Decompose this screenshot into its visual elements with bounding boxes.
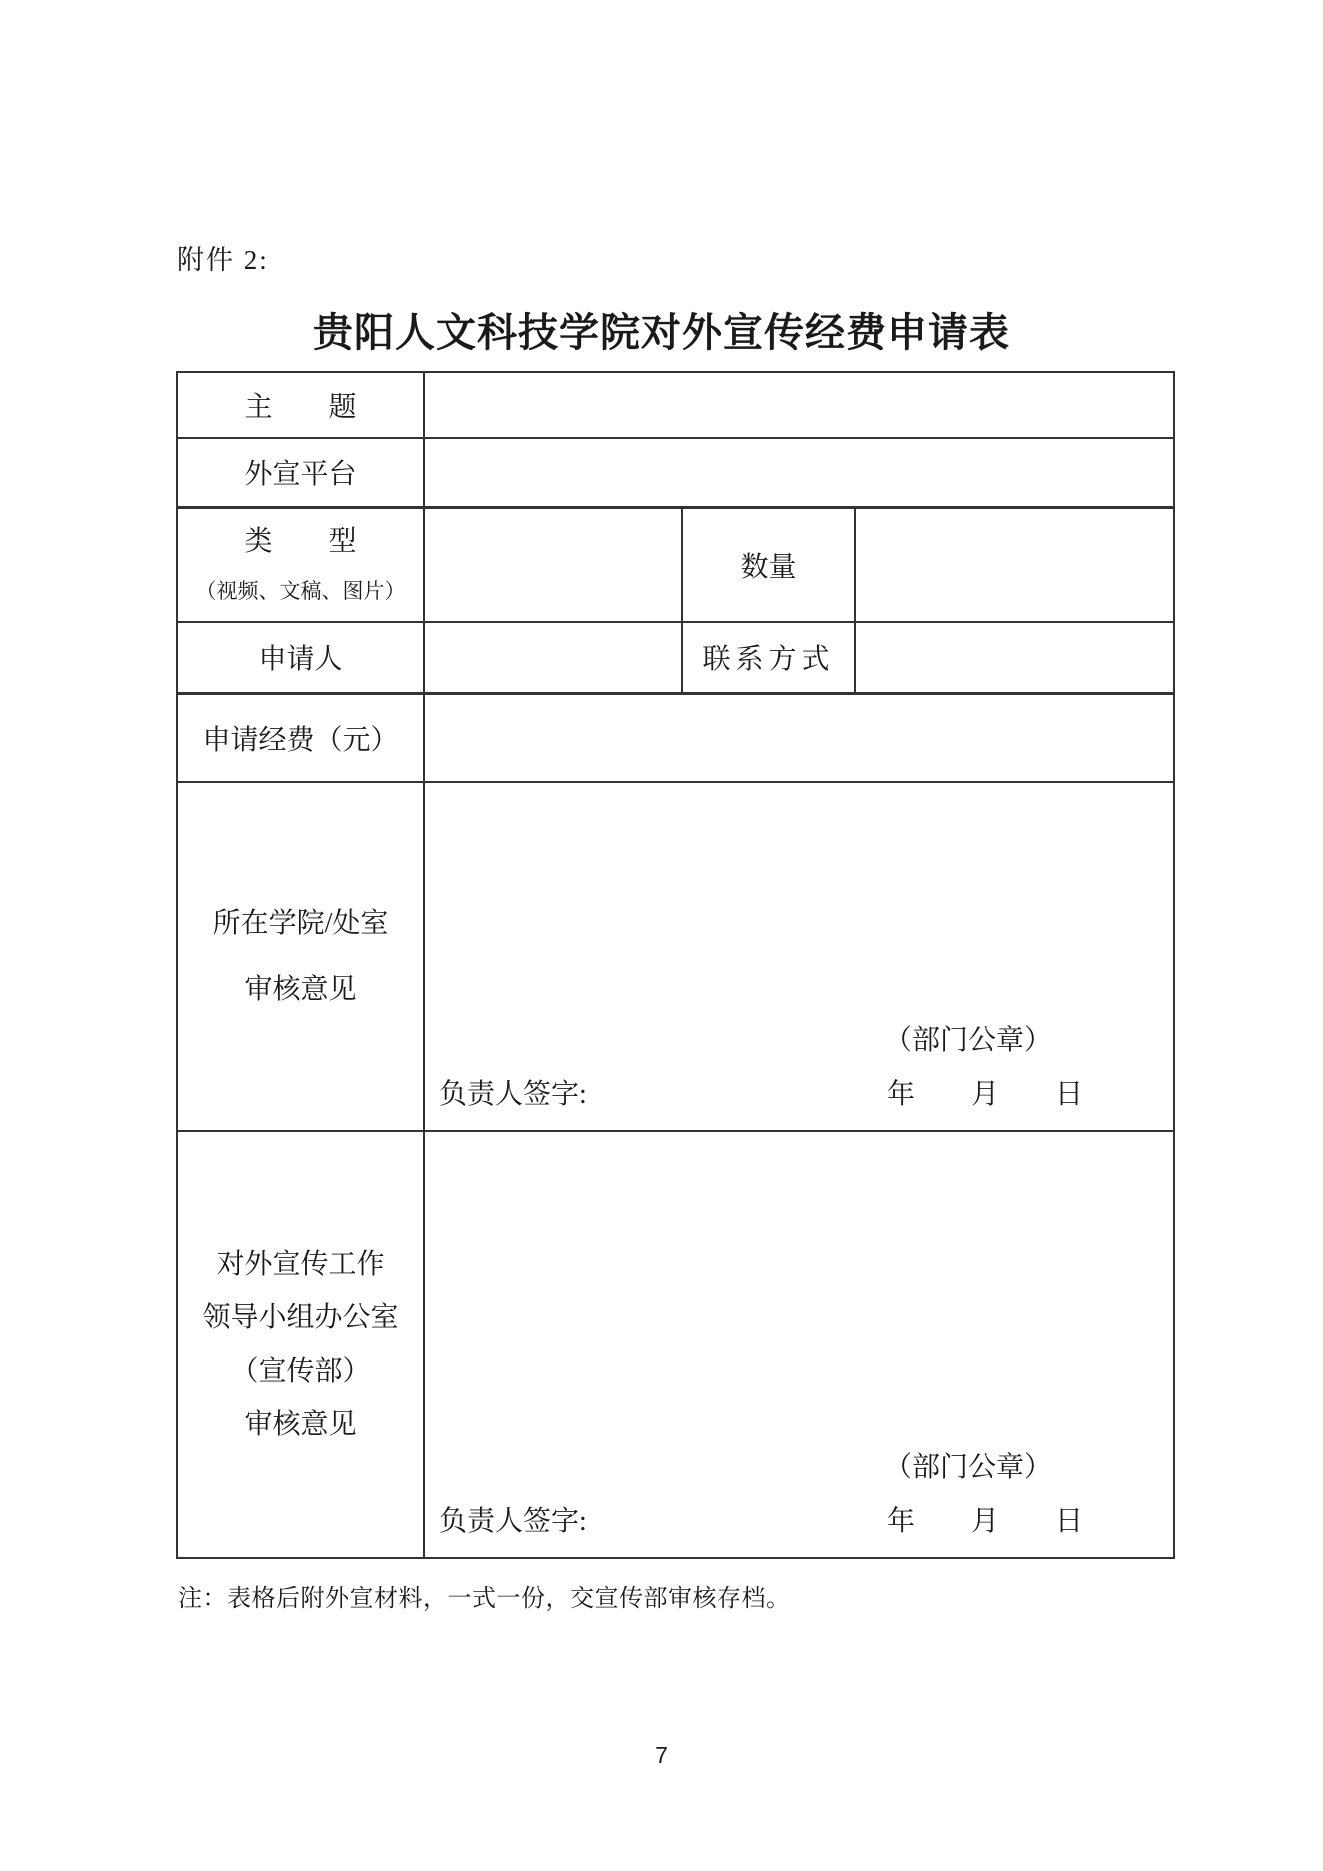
date-line bbox=[887, 1072, 1083, 1112]
office-review-label-line3: （宣传部） bbox=[230, 1355, 371, 1387]
subject-value-cell[interactable] bbox=[424, 372, 1174, 438]
quantity-label: 数量 bbox=[682, 507, 855, 622]
signature-label: 负责人签字: bbox=[439, 1506, 587, 1537]
funds-row bbox=[177, 693, 1174, 782]
month-label: 月 bbox=[971, 1079, 1000, 1110]
office-review-label-line1: 对外宣传工作 bbox=[216, 1249, 385, 1281]
type-label: 类 型 bbox=[244, 525, 357, 557]
funds-value-cell[interactable] bbox=[424, 693, 1174, 782]
platform-label: 外宣平台 bbox=[177, 438, 424, 507]
application-table bbox=[176, 371, 1175, 1559]
type-label-cell bbox=[177, 507, 424, 622]
subject-label: 主 题 bbox=[177, 372, 424, 438]
platform-row bbox=[177, 438, 1174, 507]
type-row bbox=[177, 507, 1174, 622]
applicant-label: 申请人 bbox=[177, 622, 424, 693]
college-review-label-line1: 所在学院/处室 bbox=[212, 907, 389, 939]
type-value-cell[interactable] bbox=[424, 507, 682, 622]
college-review-cell[interactable] bbox=[424, 782, 1174, 1131]
page-number: 7 bbox=[655, 1742, 668, 1768]
office-review-row bbox=[177, 1131, 1174, 1558]
year-label: 年 bbox=[886, 1079, 915, 1110]
type-sublabel: （视频、文稿、图片） bbox=[195, 578, 406, 603]
quantity-value-cell[interactable] bbox=[855, 507, 1174, 622]
contact-label: 联系方式 bbox=[682, 622, 855, 693]
platform-value-cell[interactable] bbox=[424, 438, 1174, 507]
month-label: 月 bbox=[971, 1506, 1000, 1537]
signature-label: 负责人签字: bbox=[439, 1079, 587, 1110]
year-label: 年 bbox=[886, 1506, 915, 1537]
funds-label: 申请经费（元） bbox=[177, 693, 424, 782]
college-review-label-line2: 审核意见 bbox=[244, 973, 357, 1005]
applicant-row bbox=[177, 622, 1174, 693]
department-stamp-label: （部门公章） bbox=[884, 1025, 1053, 1056]
contact-value-cell[interactable] bbox=[855, 622, 1174, 693]
office-review-cell[interactable] bbox=[424, 1131, 1174, 1558]
day-label: 日 bbox=[1055, 1506, 1084, 1537]
day-label: 日 bbox=[1055, 1079, 1084, 1110]
date-line bbox=[887, 1499, 1083, 1539]
department-stamp-label: （部门公章） bbox=[884, 1452, 1053, 1483]
office-review-label-line2: 领导小组办公室 bbox=[202, 1302, 399, 1334]
applicant-value-cell[interactable] bbox=[424, 622, 682, 693]
office-review-label-line4: 审核意见 bbox=[244, 1408, 357, 1440]
subject-row bbox=[177, 372, 1174, 438]
page-title: 贵阳人文科技学院对外宣传经费申请表 bbox=[313, 310, 1010, 355]
office-review-label bbox=[177, 1131, 424, 1558]
college-review-row bbox=[177, 782, 1174, 1131]
footnote: 注：表格后附外宣材料，一式一份，交宣传部审核存档。 bbox=[178, 1586, 791, 1612]
attachment-label: 附件 2: bbox=[177, 245, 269, 275]
college-review-label bbox=[177, 782, 424, 1131]
